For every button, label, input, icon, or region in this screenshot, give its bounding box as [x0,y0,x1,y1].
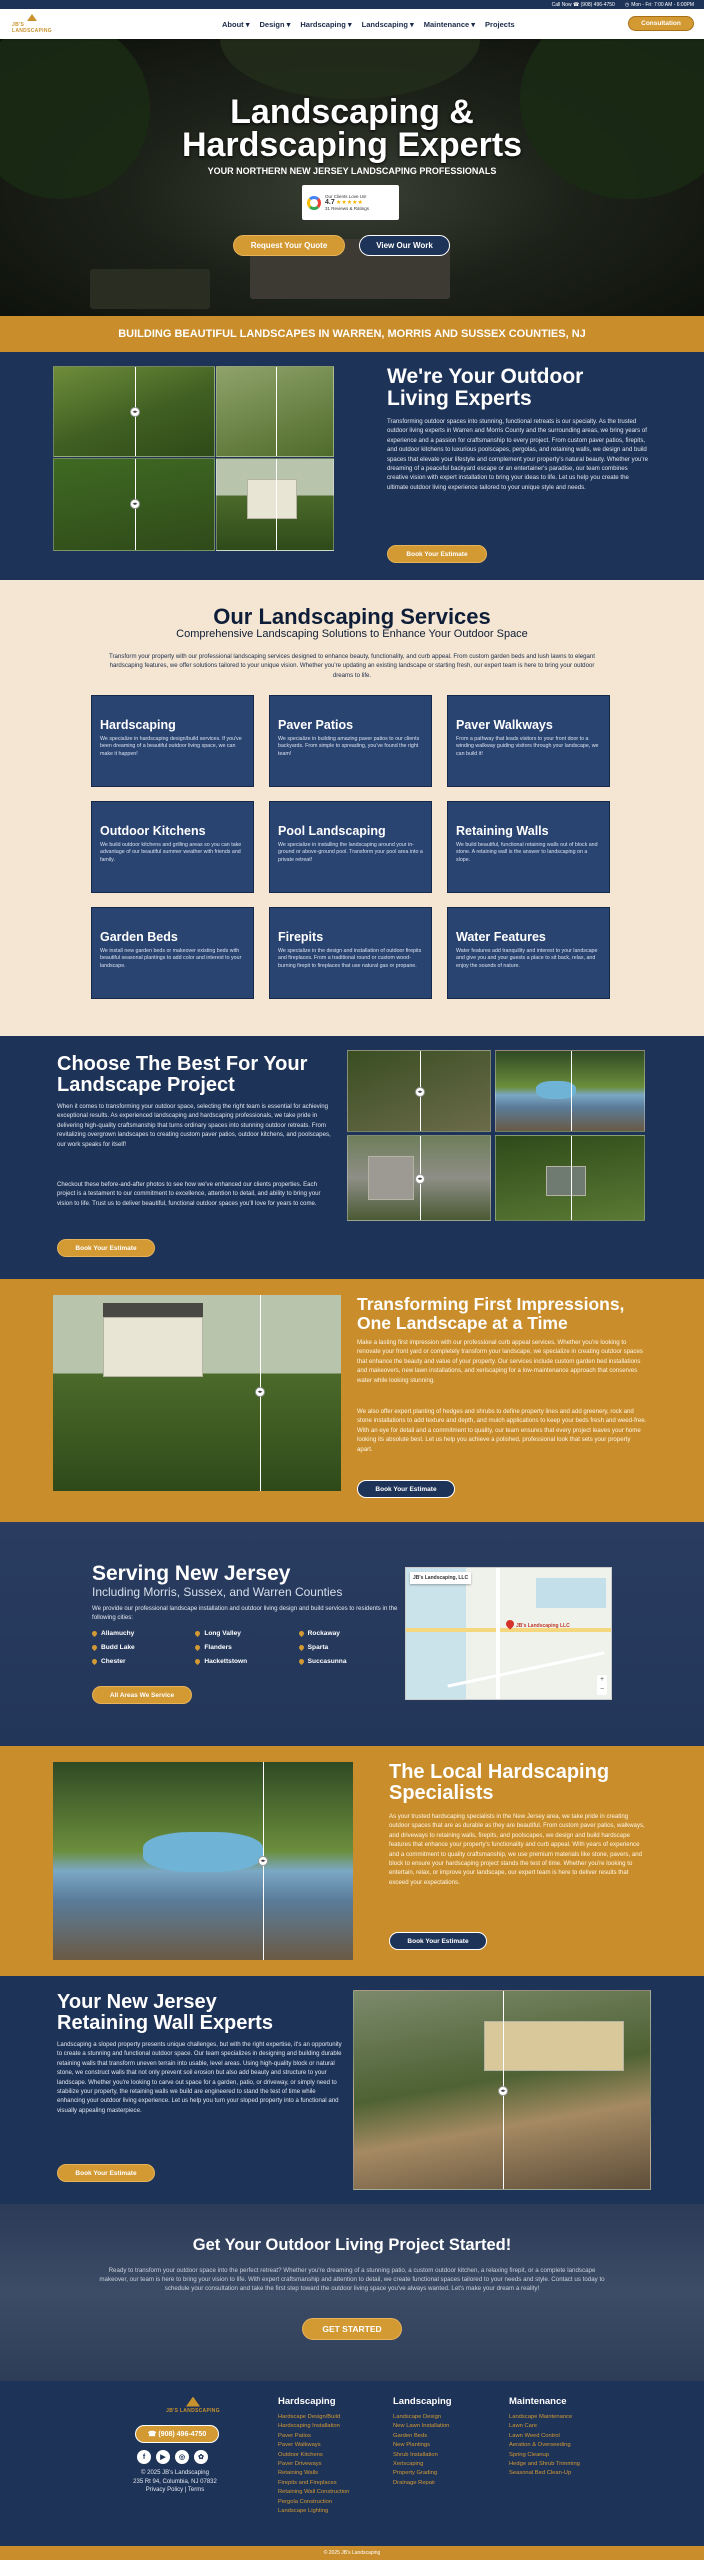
pin-icon [194,1643,201,1650]
outdoor-photo-3 [53,458,215,551]
clock-icon: ◷ [624,1,630,8]
footer-link[interactable]: Aeration & Overseeding [509,2442,571,2449]
footer-link[interactable]: Hardscaping Installation [278,2423,340,2430]
serving-section [0,1522,704,1746]
house-shape [484,2021,624,2071]
choose-section [0,1036,704,1279]
service-card-pool-landscaping[interactable]: Pool Landscaping We specialize in installing the landscaping around your in-ground or above-ground pool. Transform your pool area into a private retreat! [269,801,432,893]
choose-photo-2 [495,1050,645,1132]
logo-mountain-icon [27,14,37,21]
footer-phone-button[interactable]: ☎ (908) 496-4750 [135,2425,219,2443]
shed-shape [546,1166,586,1196]
footer-logo[interactable] [158,2391,228,2419]
footer-link[interactable]: Hedge and Shrub Trimming [509,2461,580,2468]
before-after-handle[interactable]: ◂▸ [130,499,140,509]
before-after-divider [571,1051,572,1132]
local-paragraph: As your trusted hardscaping specialists in the New Jersey area, we take pride in creating outdoor spaces that are as durable as they are beautiful. From custom paver patios, walkways, and driveways to retaining walls, firepits, and poolscapes, we design and build hardscape features that enhance your property's functionality and curb appeal. With years of experience and a commitment to quality craftsmanship, we use premium materials like stone, pavers, and block to ensure your hardscaping project stands the test of time. Whether you're looking to entertain, relax, or improve your landscape, our expert team is here to deliver results that exceed your expectations. [389,1813,645,1886]
footer-link[interactable]: Landscape Maintenance [509,2414,573,2420]
city-item[interactable]: Sparta [299,1640,402,1654]
footer-link[interactable]: Garden Beds [393,2432,428,2439]
outdoor-photo-4 [216,458,334,551]
cta-section [0,2204,704,2381]
map-road [447,1651,604,1687]
badge-rating: 4.7 [325,199,335,206]
footer-link[interactable]: Retaining Walls [278,2470,319,2477]
choose-paragraph-1: When it comes to transforming your outdoor space, selecting the right team is essential for achieving exceptional results. As experienced landscaping and hardscaping professionals, we take pride in delivering high-quality craftsmanship that turns ordinary spaces into stunning outdoor retreats. From revitalizing overgrown landscapes to creating custom paver patios, outdoor kitchens, and poolscapes, our work speaks for itself! [57,1103,331,1148]
outdoor-title-line2: Living Experts [387,387,532,410]
footer-copyright: © 2025 JB's Landscaping [141,2470,209,2476]
house-shape [247,479,297,519]
pin-icon [298,1643,305,1650]
facebook-icon[interactable]: f [137,2450,151,2464]
footer-column-title: Maintenance [509,2396,567,2407]
before-after-handle[interactable]: ◂▸ [130,407,140,417]
map-water [406,1568,466,1700]
retaining-title-line2: Retaining Wall Experts [57,2012,273,2034]
nav-design[interactable]: Design ▾ [259,19,291,29]
footer-info [100,2469,250,2495]
city-item[interactable]: Allamuchy [92,1626,195,1640]
choose-photo-4 [495,1135,645,1221]
before-after-handle[interactable]: ◂▸ [498,2086,508,2096]
logo-text: JB'S LANDSCAPING [12,22,52,34]
choose-title-line1: Choose The Best For Your [57,1053,308,1075]
cta-title: Get Your Outdoor Living Project Started! [192,2236,512,2254]
counties-banner: BUILDING BEAUTIFUL LANDSCAPES IN WARREN, MORRIS AND SUSSEX COUNTIES, NJ [0,316,704,352]
services-section [0,580,704,1036]
before-after-handle[interactable]: ◂▸ [415,1087,425,1097]
nav-maintenance[interactable]: Maintenance ▾ [423,19,476,29]
before-after-handle[interactable]: ◂▸ [415,1174,425,1184]
transform-paragraph-2: We also offer expert planting of hedges and shrubs to define property lines and add greenery, rock and stone installations to add texture and depth, and mulch applications to keep your beds fresh and weed-free. With an eye for detail and a commitment to quality, our team ensures that every project leaves your home looking its absolute best. Let us help you achieve a polished, professional look that sets your property apart. [357,1408,647,1453]
local-photo [53,1762,353,1960]
footer-address: 235 Rt 94, Columbia, NJ 07832 [133,2478,217,2485]
outdoor-photo-1 [53,366,215,457]
nav-hardscaping[interactable]: Hardscaping ▾ [300,19,352,29]
outdoor-living-section [0,352,704,580]
retaining-book-estimate-button[interactable]: Book Your Estimate [57,2164,155,2182]
badge-top-text: Our Clients Love Us! [325,194,367,199]
transform-paragraph-1: Make a lasting first impression with our professional curb appeal services. Whether you're looking to renovate your front yard or completely transform your landscape, we specialize in creating outdoor spaces that enhance the beauty and value of your property. Our services include custom garden bed installations and makeovers, new lawn installations, and xeriscaping for a low-maintenance approach that conserves water while looking stunning. [357,1339,643,1384]
city-item[interactable]: Rockaway [299,1626,402,1640]
house-shape [103,1317,203,1377]
local-book-estimate-button[interactable]: Book Your Estimate [389,1932,487,1950]
choose-paragraph-2: Checkout these before-and-after photos to see how we've enhanced our clients properties. Each project is a testament to our commitment to excellence, attention to detail, and ability to bring your vision to life. Trust us to deliver beautiful, functional outdoor spaces you'll love for years to come. [57,1181,321,1207]
google-map[interactable] [405,1567,612,1700]
city-item[interactable]: Flanders [195,1640,298,1654]
site-footer [0,2381,704,2546]
cta-paragraph: Ready to transform your outdoor space into the perfect retreat? Whether you're dreaming of a stunning patio, a custom outdoor kitchen, a relaxing firepit, or a complete landscape makeover, our team is here to bring your vision to life. With expert craftsmanship and attention to detail, we create functional spaces tailored to your needs and style. Contact us today to schedule your consultation and take the first step toward the outdoor living space you've always wanted. Let's make your dream a reality! [99,2267,605,2292]
map-water [536,1578,606,1608]
serving-subtitle: Including Morris, Sussex, and Warren Counties [92,1585,343,1599]
serving-title: Serving New Jersey [92,1562,291,1585]
hours-text: Mon - Fri: 7:00 AM - 6:00PM [631,1,694,8]
nav-projects[interactable]: Projects [485,19,515,29]
city-item[interactable]: Chester [92,1654,195,1668]
pin-icon [194,1657,201,1664]
all-areas-button[interactable]: All Areas We Service [92,1686,192,1704]
pin-icon [298,1629,305,1636]
transform-title-line2: One Landscape at a Time [357,1313,568,1333]
youtube-icon[interactable]: ▶ [156,2450,170,2464]
retaining-title-line1: Your New Jersey [57,1991,217,2013]
footer-link[interactable]: New Plantings [393,2442,431,2449]
pin-icon [91,1657,98,1664]
map-info-box[interactable]: JB's Landscaping, LLC [410,1572,471,1584]
footer-hardscaping-column [278,2396,349,2516]
site-header [0,9,704,39]
service-card-paver-patios[interactable]: Paver Patios We specialize in building amazing paver patios to our clients backyards. From simple to spreading, you've found the right team! [269,695,432,787]
choose-photo-1 [347,1050,491,1132]
retaining-photo [353,1990,651,2190]
logo-mountain-icon [186,2397,200,2407]
hero-tree-bg [220,39,480,99]
transform-section [0,1279,704,1522]
consultation-button[interactable]: Consultation [628,16,694,31]
pin-icon [91,1629,98,1636]
footer-link[interactable]: Spring Cleanup [509,2451,549,2458]
outdoor-book-estimate-button[interactable]: Book Your Estimate [387,545,487,563]
city-item[interactable]: Budd Lake [92,1640,195,1654]
retaining-section [0,1976,704,2204]
transform-title-line1: Transforming First Impressions, [357,1294,625,1314]
footer-link[interactable]: Lawn Care [509,2423,538,2430]
local-title-line1: The Local Hardscaping [389,1761,610,1783]
footer-link[interactable]: Outdoor Kitchens [278,2451,323,2458]
footer-link[interactable]: Shrub Installation [393,2451,438,2458]
footer-column-title: Hardscaping [278,2396,336,2407]
view-work-button[interactable]: View Our Work [359,235,450,256]
pin-icon [194,1629,201,1636]
before-after-handle[interactable]: ◂▸ [258,1856,268,1866]
service-card-garden-beds[interactable]: Garden Beds We install new garden beds or makeover existing beds with beautiful seasonal plantings to add color and interest to your landscape. [91,907,254,999]
service-card-firepits[interactable]: Firepits We specialize in the design and installation of outdoor firepits and fireplaces. From a traditional round or custom wood-burning firepit to fireplaces that use natural gas or propane. [269,907,432,999]
footer-link[interactable]: Paver Walkways [278,2442,321,2449]
service-card-outdoor-kitchens[interactable]: Outdoor Kitchens We build outdoor kitchens and grilling areas so you can take advantage of our beautiful summer weather with friends and family. [91,801,254,893]
pool-shape [143,1832,263,1872]
get-started-button[interactable]: GET STARTED [302,2318,402,2340]
footer-link[interactable]: Property Grading [393,2470,438,2477]
business-hours [625,2,694,8]
bottom-copyright-bar: © 2025 JB's Landscaping [0,2546,704,2560]
pool-shape [536,1081,576,1099]
google-icon [307,196,321,210]
house-shape [368,1156,414,1200]
footer-column-title: Landscaping [393,2396,452,2407]
hero-garden-bg [90,269,210,309]
footer-link[interactable]: Lawn Weed Control [509,2432,560,2439]
main-nav [222,20,515,29]
instagram-icon[interactable]: ◎ [175,2450,189,2464]
houzz-icon[interactable]: ✿ [194,2450,208,2464]
retaining-paragraph: Landscaping a sloped property presents unique challenges, but with the right expertise, it's an opportunity to create a stunning and functional outdoor space. Our team specializes in designing and building durable retaining walls that transform uneven terrain into usable, level areas. Using high-quality block or natural stone, we construct walls that not only prevent soil erosion but also add beauty and structure to your landscape. Whether you're looking to carve out space for a garden, patio, or driveway, or simply need to stabilize your property, the retaining walls we build are engineered to stand the test of time while enhancing your outdoor living experience. Let us help you turn your sloped property into a functional and visually appealing masterpiece. [57,2041,342,2114]
choose-photo-3 [347,1135,491,1221]
map-road [496,1568,500,1700]
serving-paragraph: We provide our professional landscape installation and outdoor living design and build services to residents in the following cities: [92,1605,398,1622]
before-after-divider [571,1136,572,1221]
footer-link[interactable]: Xeriscaping [393,2461,424,2468]
city-item[interactable]: Succasunna [299,1654,402,1668]
footer-link[interactable]: Firepits and Fireplaces [278,2479,337,2486]
footer-link[interactable]: Landscape Design [393,2414,442,2420]
city-list [92,1626,402,1668]
footer-link[interactable]: New Lawn Installation [393,2423,450,2430]
footer-link[interactable]: Drainage Repair [393,2479,436,2486]
footer-maintenance-column [509,2396,580,2479]
services-subtitle: Comprehensive Landscaping Solutions to Enhance Your Outdoor Space [176,628,528,640]
city-item[interactable]: Long Valley [195,1626,298,1640]
map-pin-label: JB's Landscaping LLC [516,1623,570,1629]
local-title-line2: Specialists [389,1782,494,1804]
service-card-hardscaping[interactable]: Hardscaping We specialize in hardscaping design/build services. If you've been dreaming of a beautiful outdoor living space, we can make it happen! [91,695,254,787]
outdoor-paragraph: Transforming outdoor spaces into stunning, functional retreats is our specialty. As the trusted outdoor living experts in Warren and Morris County and the surrounding areas, we bring years of experience and a passion for craftsmanship to every project. From custom paver patios, firepits, and outdoor kitchens to luxurious poolscapes, pergolas, and retaining walls, we design and build spaces that elevate your lifestyle and complement your property's natural beauty. Whether you're dreaming of a peaceful backyard escape or an entertainer's paradise, our team combines creative vision with expert installation to bring your ideas to life. Let us help you create the ultimate outdoor living experience tailored to your unique style and needs. [387,418,648,491]
map-zoom-control[interactable]: + − [597,1675,607,1695]
nav-about[interactable]: About ▾ [222,19,250,29]
before-after-handle[interactable]: ◂▸ [255,1387,265,1397]
footer-link[interactable]: Pergola Construction [278,2498,333,2505]
footer-landscaping-column [393,2396,452,2488]
before-after-divider [276,459,277,551]
service-card-water-features[interactable]: Water Features Water features add tranquility and interest to your landscape and give you and your guests a place to sit back, relax, and enjoy the sounds of nature. [447,907,610,999]
outdoor-photo-2 [216,366,334,457]
footer-link[interactable]: Retaining Wall Construction [278,2489,350,2496]
outdoor-title-line1: We're Your Outdoor [387,365,584,388]
transform-photo [53,1295,341,1491]
footer-link[interactable]: Paver Driveways [278,2461,322,2468]
site-logo[interactable] [12,14,52,34]
footer-link[interactable]: Hardscape Design/Build [278,2414,341,2420]
badge-bottom-text: 31 Reviews & Ratings [325,206,370,211]
choose-title-line2: Landscape Project [57,1074,235,1096]
top-bar [0,0,704,9]
services-intro: Transform your property with our professional landscaping services designed to enhance beauty, functionality, and curb appeal. From custom garden beds and lush lawns to elegant hardscaping features, we offer solutions tailored to your unique vision. Whether you're updating an existing landscape or starting fresh, our expert team is here to bring your outdoor dreams to life. [109,653,595,679]
nav-landscaping[interactable]: Landscaping ▾ [361,19,414,29]
footer-legal-links[interactable]: Privacy Policy | Terms [145,2487,205,2493]
footer-link[interactable]: Landscape Lighting [278,2508,329,2515]
rating-stars: ★★★★★ [336,200,363,206]
service-card-paver-walkways[interactable]: Paver Walkways From a pathway that leads visitors to your front door to a winding walkway guiding visitors through your landscape, we can build it! [447,695,610,787]
before-after-divider [276,367,277,457]
transform-book-estimate-button[interactable]: Book Your Estimate [357,1480,455,1498]
google-reviews-badge[interactable] [302,185,399,220]
footer-link[interactable]: Seasonal Bed Clean-Up [509,2470,572,2477]
city-item[interactable]: Hackettstown [195,1654,298,1668]
roof-shape [103,1303,203,1317]
service-card-retaining-walls[interactable]: Retaining Walls We build beautiful, functional retaining walls out of block and stone. A retaining wall is the answer to landscaping on a slope. [447,801,610,893]
services-title: Our Landscaping Services [213,604,491,629]
choose-book-estimate-button[interactable]: Book Your Estimate [57,1239,155,1257]
request-quote-button[interactable]: Request Your Quote [233,235,345,256]
footer-logo-text: JB'S LANDSCAPING [166,2407,220,2414]
hero-title-line1: Landscaping & [230,93,474,131]
local-section [0,1746,704,1976]
hero-subtitle: YOUR NORTHERN NEW JERSEY LANDSCAPING PROFESSIONALS [207,166,497,176]
pin-icon [298,1657,305,1664]
hero-section [0,39,704,316]
phone-link[interactable]: Call Now ☎ (908) 496-4750 [551,1,615,8]
pin-icon [91,1643,98,1650]
footer-link[interactable]: Paver Patios [278,2432,311,2439]
hero-title-line2: Hardscaping Experts [181,126,523,164]
